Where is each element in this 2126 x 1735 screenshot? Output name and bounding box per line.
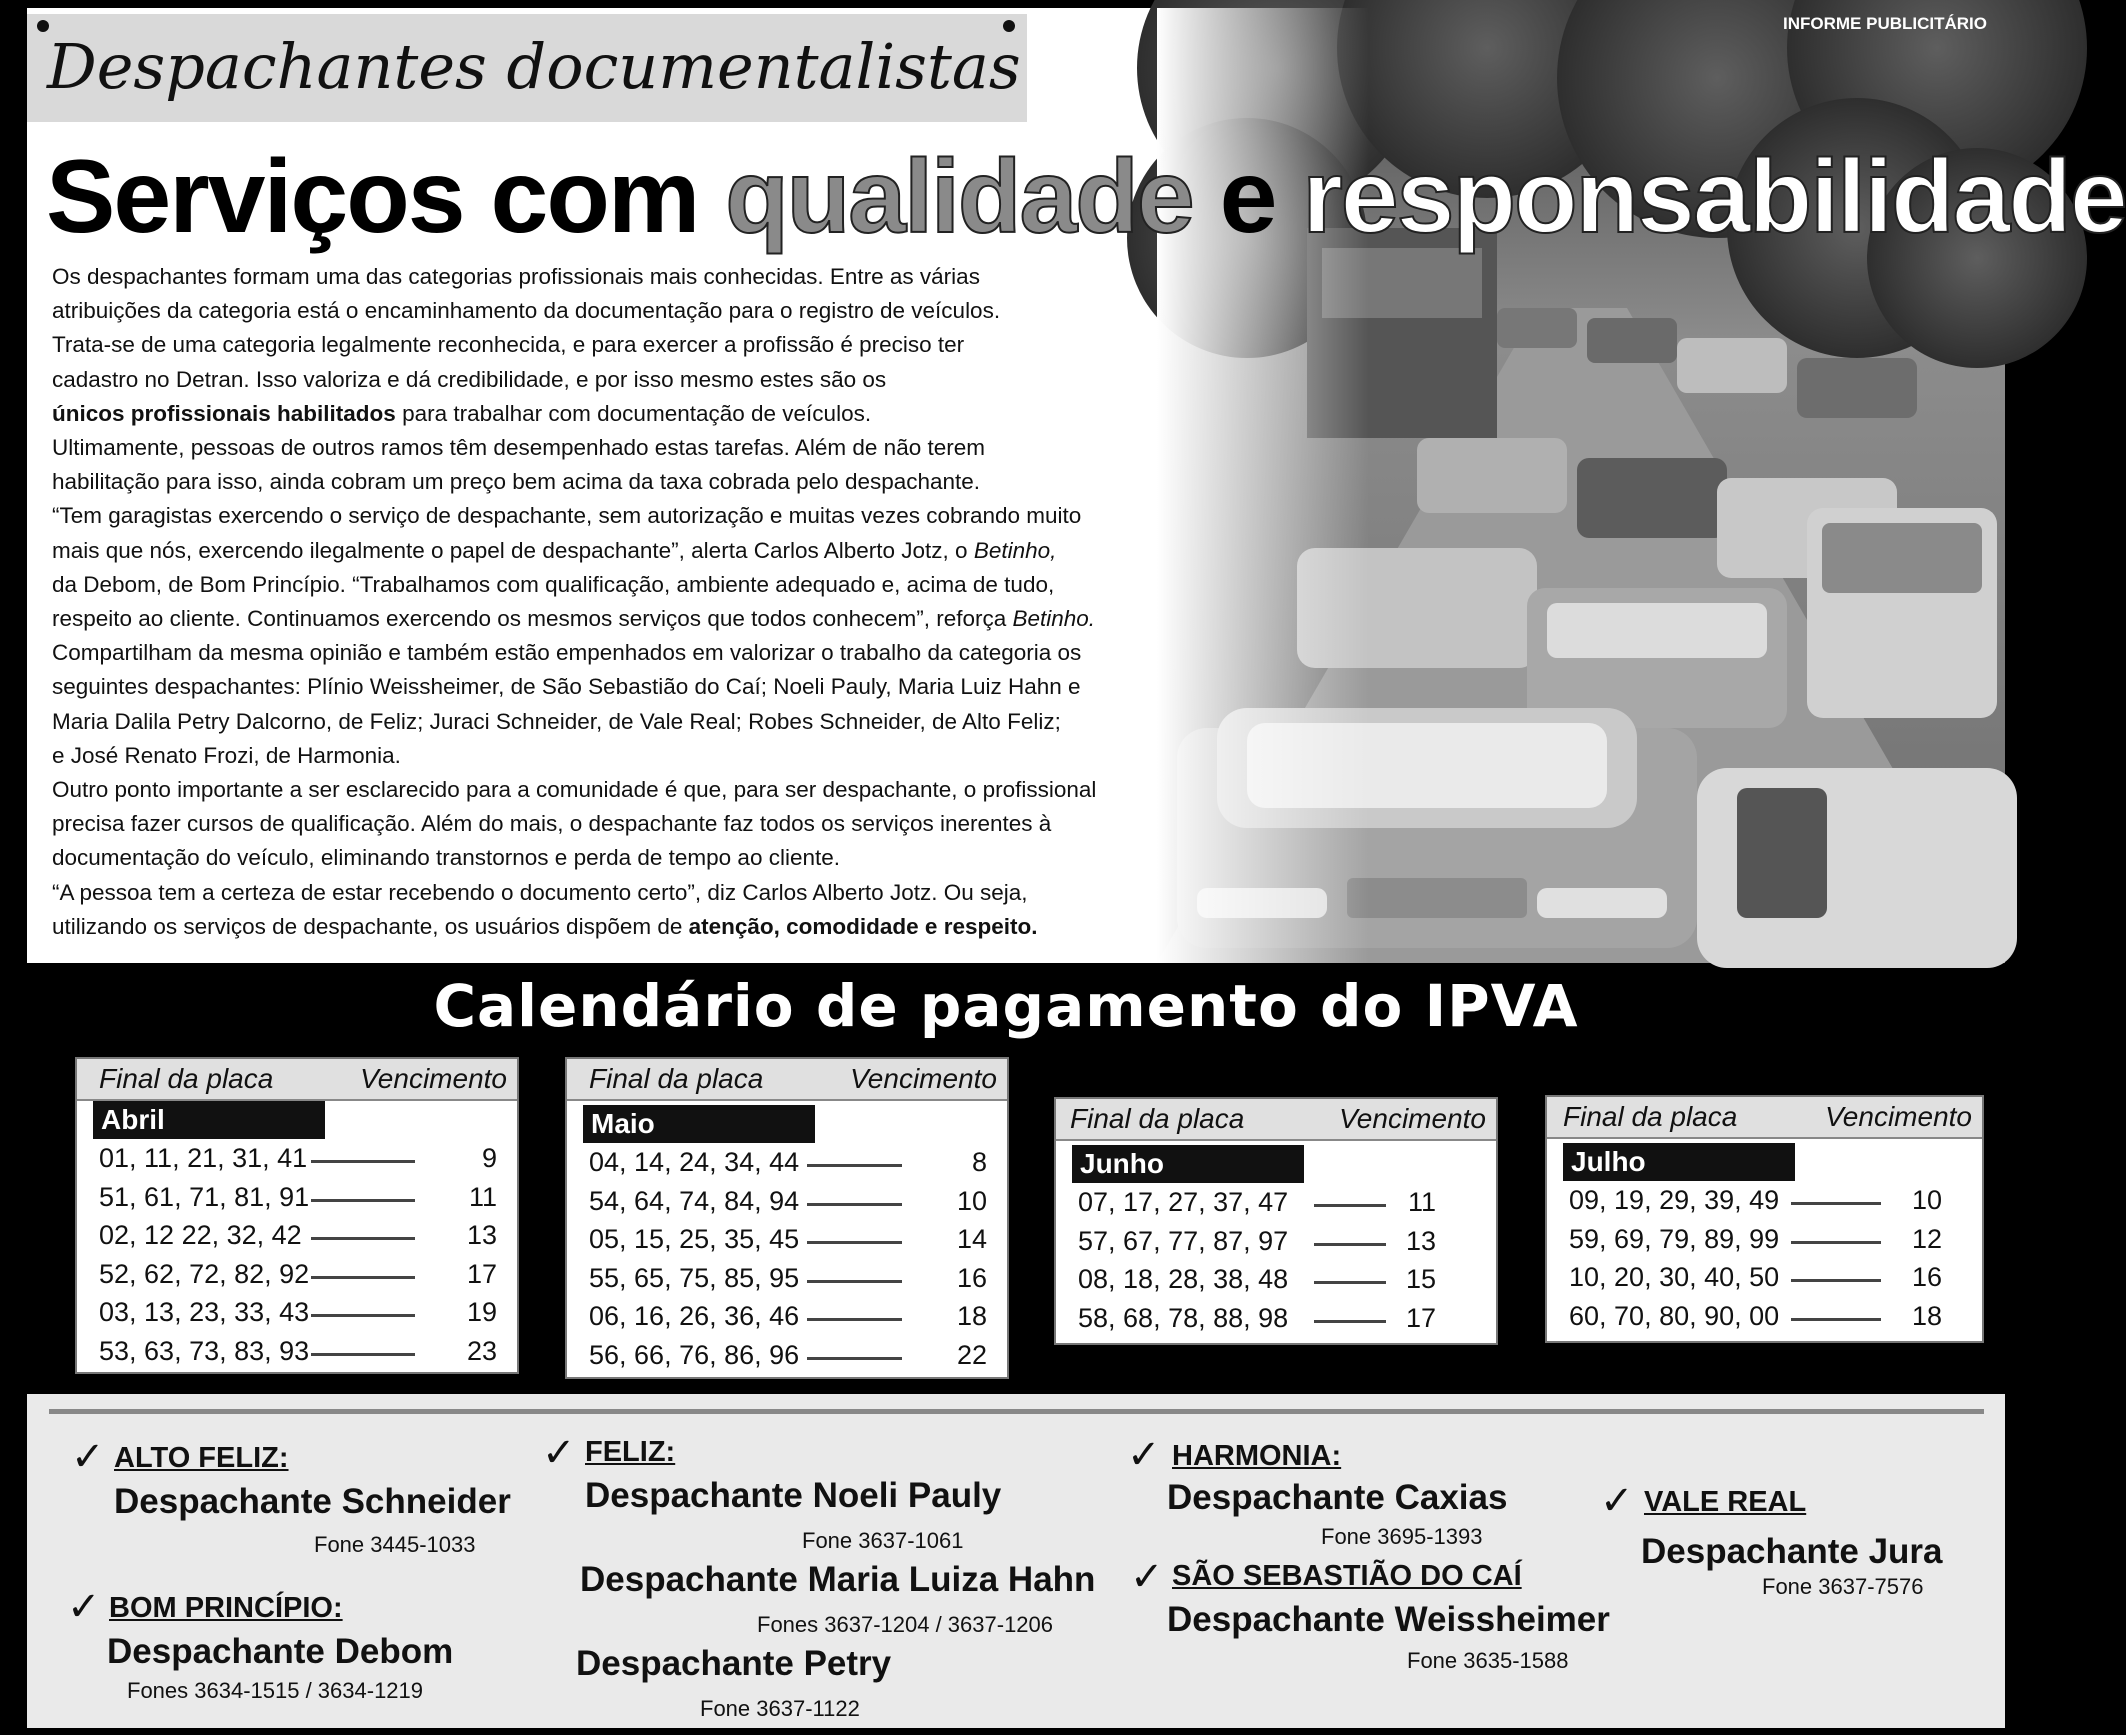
checkmark-icon: ✓ [1127, 1432, 1161, 1478]
checkmark-icon: ✓ [67, 1584, 101, 1630]
body-line: “Tem garagistas exercendo o serviço de despachante, sem autorização e muitas vezes cobrando muito [52, 503, 1082, 529]
checkmark-icon: ✓ [542, 1430, 576, 1476]
due-day: 16 [956, 1262, 987, 1293]
calendar-table-abril [75, 1057, 519, 1374]
body-line: e José Renato Frozi, de Harmonia. [52, 742, 401, 768]
due-day: 15 [1405, 1264, 1436, 1294]
calendar-row [1569, 1222, 1942, 1261]
despachante-jura: Despachante Jura [1641, 1532, 1943, 1571]
calendar-rows [99, 1141, 497, 1372]
calendar-table-julho [1545, 1095, 1984, 1343]
col-vencimento: Vencimento [850, 1063, 997, 1094]
body-line: Outro ponto importante a ser esclarecido para a comunidade é que, para ser despachante, o profissional [52, 777, 1097, 803]
due-day: 11 [1407, 1187, 1436, 1217]
due-day: 9 [481, 1143, 497, 1173]
city-feliz: FELIZ: [585, 1436, 676, 1468]
leader-line [1791, 1241, 1881, 1244]
plate-finals: 51, 61, 71, 81, 91 [99, 1181, 310, 1212]
checkmark-icon: ✓ [71, 1434, 105, 1480]
body-text: respeito ao cliente. Continuamos exercendo os mesmos serviços que todos conhecem”, reforça [52, 606, 1013, 632]
plate-finals: 05, 15, 25, 35, 45 [589, 1224, 800, 1254]
leader-line [807, 1203, 902, 1206]
checkmark-icon: ✓ [1600, 1478, 1634, 1524]
month-label: Maio [583, 1105, 815, 1143]
body-text: para trabalhar com documentação de veículos. [395, 400, 872, 426]
due-day: 8 [971, 1147, 987, 1177]
article-body [52, 260, 1217, 944]
calendar-rows [1078, 1185, 1436, 1339]
col-vencimento: Vencimento [360, 1063, 507, 1094]
calendar-row [1569, 1260, 1942, 1299]
despachante-petry: Despachante Petry [576, 1644, 892, 1683]
plate-finals: 56, 66, 76, 86, 96 [589, 1339, 800, 1370]
due-day: 13 [1405, 1225, 1436, 1256]
headline-part4: responsabilidade [1302, 139, 2126, 255]
body-line: Trata-se de uma categoria legalmente reconhecida, e para exercer a profissão é preciso ter [52, 332, 965, 358]
calendar-header [1056, 1099, 1496, 1141]
despachante-weissheimer: Despachante Weissheimer [1167, 1600, 1610, 1639]
phone-schneider: Fone 3445-1033 [314, 1532, 476, 1557]
body-line [52, 534, 1217, 568]
despachante-schneider: Despachante Schneider [114, 1482, 511, 1521]
informe-label: INFORME PUBLICITÁRIO [1783, 14, 1987, 33]
phone-caxias: Fone 3695-1393 [1321, 1524, 1483, 1549]
leader-line [311, 1276, 415, 1279]
body-line: habilitação para isso, ainda cobram um preço bem acima da taxa cobrada pelo despachante. [52, 469, 981, 495]
calendar-header [1547, 1097, 1982, 1139]
leader-line [311, 1237, 415, 1240]
due-day: 11 [468, 1181, 497, 1212]
phone-maria-luiza-hahn: Fones 3637-1204 / 3637-1206 [757, 1612, 1054, 1637]
calendar-table-junho [1054, 1097, 1498, 1345]
body-line: Os despachantes formam uma das categorias profissionais mais conhecidas. Entre as várias [52, 264, 980, 289]
plate-finals: 03, 13, 23, 33, 43 [99, 1297, 310, 1327]
leader-line [807, 1241, 902, 1244]
calendar-header [77, 1059, 517, 1101]
body-text: utilizando os serviços de despachante, os usuários dispõem de [52, 913, 689, 939]
kicker-title: Despachantes documentalistas [47, 30, 1021, 103]
col-final-placa: Final da placa [1563, 1101, 1738, 1132]
leader-line [1314, 1243, 1386, 1246]
body-line: atribuições da categoria está o encaminhamento da documentação para o registro de veículos. [52, 298, 1001, 324]
calendar-row [1078, 1224, 1436, 1263]
month-label: Abril [93, 1101, 325, 1139]
calendar-row [99, 1334, 497, 1373]
phone-weissheimer: Fone 3635-1588 [1407, 1648, 1569, 1673]
due-day: 10 [956, 1185, 987, 1216]
headline-part2: qualidade [725, 139, 1193, 255]
plate-finals: 57, 67, 77, 87, 97 [1078, 1225, 1289, 1256]
city-harmonia: HARMONIA: [1172, 1440, 1342, 1472]
leader-line [807, 1280, 902, 1283]
calendar-row [589, 1299, 987, 1338]
due-day: 12 [1911, 1223, 1942, 1254]
leader-line [1791, 1279, 1881, 1282]
calendar-row [99, 1218, 497, 1257]
city-vale-real: VALE REAL [1644, 1486, 1807, 1518]
calendar-row [99, 1295, 497, 1334]
phone-debom: Fones 3634-1515 / 3634-1219 [127, 1678, 424, 1703]
headline-part1: Serviços com [46, 139, 726, 255]
body-line: “A pessoa tem a certeza de estar recebendo o documento certo”, diz Carlos Alberto Jotz. Ou seja, [52, 879, 1028, 905]
due-day: 18 [1911, 1300, 1942, 1331]
city-alto-feliz: ALTO FELIZ: [114, 1442, 289, 1474]
city-sao-sebastiao-do-cai: SÃO SEBASTIÃO DO CAÍ [1172, 1560, 1522, 1592]
plate-finals: 04, 14, 24, 34, 44 [589, 1147, 800, 1177]
due-day: 18 [956, 1301, 987, 1331]
city-bom-principio: BOM PRINCÍPIO: [109, 1592, 343, 1624]
body-bold: atenção, comodidade e respeito. [688, 913, 1038, 939]
body-line: precisa fazer cursos de qualificação. Além do mais, o despachante faz todos os serviços inerentes à [52, 811, 1052, 837]
calendar-row [589, 1338, 987, 1377]
due-day: 17 [466, 1258, 497, 1289]
kicker-box [27, 14, 1027, 122]
calendar-row [1078, 1262, 1436, 1301]
body-line: Compartilham da mesma opinião e também estão empenhados em valorizar o trabalho da categoria os [52, 640, 1082, 666]
due-day: 17 [1405, 1302, 1436, 1333]
article-section [27, 8, 2126, 963]
leader-line [311, 1314, 415, 1317]
body-line [52, 602, 1217, 636]
calendar-rows [1569, 1183, 1942, 1337]
plate-finals: 53, 63, 73, 83, 93 [99, 1335, 310, 1366]
plate-finals: 55, 65, 75, 85, 95 [589, 1262, 800, 1293]
calendar-row [99, 1257, 497, 1296]
body-line: Maria Dalila Petry Dalcorno, de Feliz; Juraci Schneider, de Vale Real; Robes Schneider, de Alto Feliz; [52, 708, 1061, 734]
calendar-row [99, 1141, 497, 1180]
plate-finals: 01, 11, 21, 31, 41 [99, 1143, 308, 1173]
col-vencimento: Vencimento [1339, 1103, 1486, 1134]
plate-finals: 07, 17, 27, 37, 47 [1078, 1187, 1289, 1217]
leader-line [311, 1160, 415, 1163]
body-bold: únicos profissionais habilitados [52, 400, 396, 426]
calendar-title: Calendário de pagamento do IPVA [433, 972, 1579, 1040]
despachante-debom: Despachante Debom [107, 1632, 454, 1671]
plate-finals: 59, 69, 79, 89, 99 [1569, 1223, 1780, 1254]
leader-line [1314, 1320, 1386, 1323]
plate-finals: 06, 16, 26, 36, 46 [589, 1301, 800, 1331]
calendar-row [589, 1222, 987, 1261]
calendar-row [99, 1180, 497, 1219]
col-final-placa: Final da placa [1070, 1103, 1245, 1134]
calendar-row [589, 1261, 987, 1300]
calendar-row [1078, 1301, 1436, 1340]
headline-part3: e [1192, 139, 1303, 255]
body-line: Ultimamente, pessoas de outros ramos têm desempenhado estas tarefas. Além de não terem [52, 435, 985, 461]
plate-finals: 09, 19, 29, 39, 49 [1569, 1185, 1780, 1215]
col-final-placa: Final da placa [99, 1063, 274, 1094]
due-day: 14 [956, 1224, 987, 1254]
plate-finals: 60, 70, 80, 90, 00 [1569, 1300, 1780, 1331]
calendar-header [567, 1059, 1007, 1101]
due-day: 19 [466, 1297, 497, 1327]
leader-line [1791, 1202, 1881, 1205]
leader-line [311, 1199, 415, 1202]
due-day: 22 [956, 1339, 987, 1370]
col-vencimento: Vencimento [1825, 1101, 1972, 1132]
leader-line [1791, 1318, 1881, 1321]
checkmark-icon: ✓ [1130, 1554, 1164, 1600]
calendar-row [1078, 1185, 1436, 1224]
due-day: 23 [466, 1335, 497, 1366]
plate-finals: 54, 64, 74, 84, 94 [589, 1185, 800, 1216]
calendar-table-maio [565, 1057, 1009, 1379]
body-line [52, 397, 1217, 431]
plate-finals: 08, 18, 28, 38, 48 [1078, 1264, 1289, 1294]
due-day: 10 [1911, 1185, 1942, 1215]
plate-finals: 02, 12 22, 32, 42 [99, 1220, 302, 1250]
despachante-maria-luiza-hahn: Despachante Maria Luiza Hahn [580, 1560, 1096, 1599]
body-text: mais que nós, exercendo ilegalmente o papel de despachante”, alerta Carlos Alberto Jotz, o [52, 537, 974, 563]
col-final-placa: Final da placa [589, 1063, 764, 1094]
headline [46, 138, 2126, 257]
phone-petry: Fone 3637-1122 [700, 1696, 860, 1721]
divider [49, 1409, 1984, 1414]
body-line: seguintes despachantes: Plínio Weissheimer, de São Sebastião do Caí; Noeli Pauly, Maria Luiz Hahn e [52, 674, 1081, 700]
calendar-row [1569, 1183, 1942, 1222]
leader-line [1314, 1204, 1386, 1207]
phone-noeli-pauly: Fone 3637-1061 [802, 1528, 964, 1553]
plate-finals: 58, 68, 78, 88, 98 [1078, 1302, 1289, 1333]
calendar-row [1569, 1299, 1942, 1338]
leader-line [807, 1357, 902, 1360]
body-line: documentação do veículo, eliminando transtornos e perda de tempo ao cliente. [52, 845, 840, 871]
phone-jura: Fone 3637-7576 [1762, 1574, 1924, 1599]
due-day: 16 [1911, 1262, 1942, 1292]
body-line: cadastro no Detran. Isso valoriza e dá credibilidade, e por isso mesmo estes são os [52, 366, 887, 392]
body-line [52, 910, 1217, 944]
plate-finals: 10, 20, 30, 40, 50 [1569, 1262, 1780, 1292]
despachante-noeli-pauly: Despachante Noeli Pauly [585, 1476, 1002, 1515]
despachante-caxias: Despachante Caxias [1167, 1478, 1508, 1517]
leader-line [807, 1318, 902, 1321]
body-italic: Betinho. [1012, 606, 1096, 632]
leader-line [311, 1353, 415, 1356]
leader-line [1314, 1281, 1386, 1284]
plate-finals: 52, 62, 72, 82, 92 [99, 1258, 310, 1289]
body-line: da Debom, de Bom Princípio. “Trabalhamos com qualificação, ambiente adequado e, acima de tudo, [52, 571, 1055, 597]
calendar-row [589, 1145, 987, 1184]
month-label: Julho [1563, 1143, 1795, 1181]
calendar-row [589, 1184, 987, 1223]
leader-line [807, 1164, 902, 1167]
month-label: Junho [1072, 1145, 1304, 1183]
body-italic: Betinho, [973, 537, 1057, 563]
despachantes-directory [27, 1394, 2005, 1728]
due-day: 13 [466, 1220, 497, 1250]
calendar-rows [589, 1145, 987, 1376]
